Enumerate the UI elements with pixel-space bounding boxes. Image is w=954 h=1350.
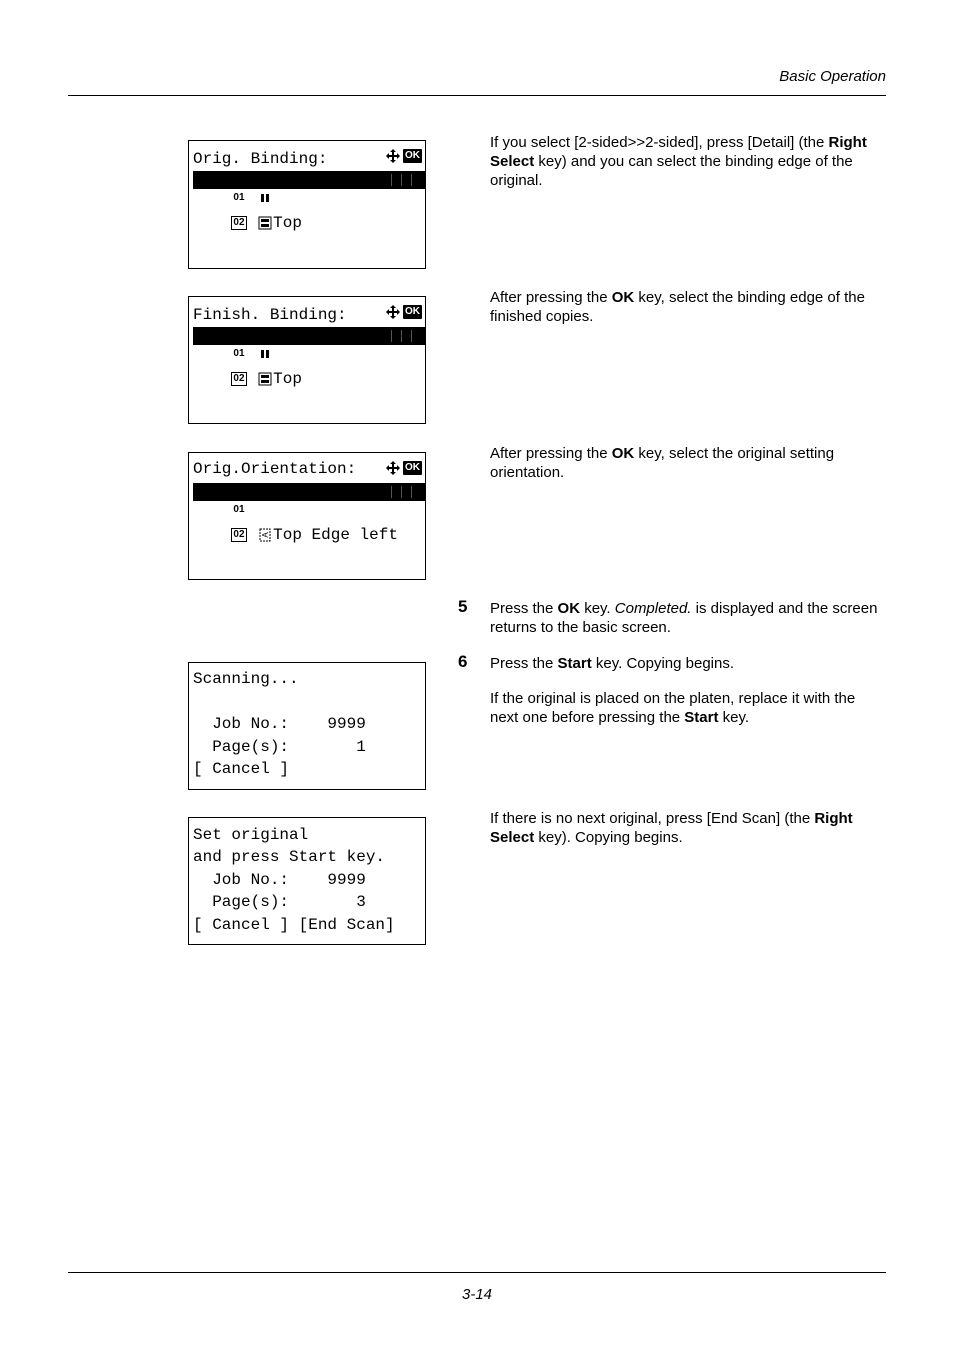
option-number-badge: 02 [233, 217, 245, 228]
lcd-selected-row[interactable]: 01 * A Top Edge Top [193, 483, 425, 501]
option-number-badge: 01 [233, 348, 245, 359]
lcd-option-row[interactable] [193, 505, 425, 544]
instruction-paragraph: If the original is placed on the platen, replace it with the next one before pressing the Start key. [490, 690, 856, 726]
top-edge-left-icon [258, 528, 272, 542]
option-number-badge: 02 [233, 373, 245, 384]
lcd-selected-row[interactable]: 01 * Left/Right [193, 171, 425, 189]
instruction-paragraph: If you select [2-sided>>2-sided], press [Detail] (the Right Select key) and you can select the binding edge of the original. [490, 134, 867, 189]
lcd-option-label: Top Edge Top [273, 501, 389, 519]
option-number-badge: 01 [233, 192, 245, 203]
lcd-option-row[interactable] [193, 349, 425, 388]
top-binding-icon [258, 216, 272, 230]
ok-key-icon: OK [405, 306, 420, 317]
page-header-title: Basic Operation [779, 68, 886, 85]
top-binding-icon [258, 372, 272, 386]
lcd-line: Set original [193, 826, 309, 844]
lcd-set-original [188, 817, 426, 945]
instruction-paragraph: After pressing the OK key, select the original setting orientation. [490, 445, 835, 481]
svg-text:A: A [262, 506, 268, 515]
lcd-selected-row[interactable]: 01 * Left/Right [193, 327, 425, 345]
footer-rule [68, 1272, 886, 1273]
lcd-finish-binding [188, 296, 426, 424]
four-way-arrow-icon [386, 305, 400, 319]
lcd-page-count: Page(s): 1 [193, 738, 366, 756]
lcd-cancel-softkey[interactable]: [ Cancel ] [193, 760, 290, 778]
step-6-text: Press the Start key. Copying begins. [490, 655, 735, 672]
step-number: 6 [458, 652, 468, 671]
lcd-nav-keys [385, 149, 422, 163]
lcd-option-row[interactable] [193, 193, 425, 232]
lcd-option-label: Top [273, 370, 302, 388]
lcd-option-label: Left/Right [273, 345, 370, 363]
lcd-nav-keys [385, 461, 422, 475]
option-number-badge: 01 [233, 504, 245, 515]
ok-key-icon: OK [405, 462, 420, 473]
lcd-option-label: Top [273, 214, 302, 232]
four-way-arrow-icon [386, 461, 400, 475]
lcd-orig-binding [188, 140, 426, 269]
page-number: 3-14 [461, 1286, 493, 1303]
four-way-arrow-icon [386, 149, 400, 163]
lcd-option-label: Left/Right [273, 189, 370, 207]
step-number: 5 [458, 597, 468, 616]
instruction-paragraph: If there is no next original, press [End Scan] (the Right Select key). Copying begins. [490, 810, 853, 846]
lcd-softkeys[interactable]: [ Cancel ] [End Scan] [193, 916, 395, 934]
lcd-title: Orig.Orientation: [193, 460, 357, 478]
lcd-line: and press Start key. [193, 848, 386, 866]
lcd-option-label: Top Edge left [273, 526, 398, 544]
lcd-orig-orientation [188, 452, 426, 580]
lcd-nav-keys [385, 305, 422, 319]
svg-text:A: A [261, 532, 271, 538]
lcd-page-count: Page(s): 3 [193, 893, 366, 911]
lcd-job-number: Job No.: 9999 [193, 871, 366, 889]
lcd-scanning [188, 662, 426, 790]
lcd-title: Finish. Binding: [193, 306, 347, 324]
lcd-title: Orig. Binding: [193, 150, 328, 168]
step-5-text: Press the OK key. Completed. is displayed and the screen returns to the basic screen. [490, 600, 878, 636]
option-number-badge: 02 [233, 529, 245, 540]
lcd-job-number: Job No.: 9999 [193, 715, 366, 733]
header-rule [68, 95, 886, 96]
ok-key-icon: OK [405, 150, 420, 161]
lcd-line: Scanning... [193, 670, 299, 688]
instruction-paragraph: After pressing the OK key, select the binding edge of the finished copies. [490, 289, 865, 325]
